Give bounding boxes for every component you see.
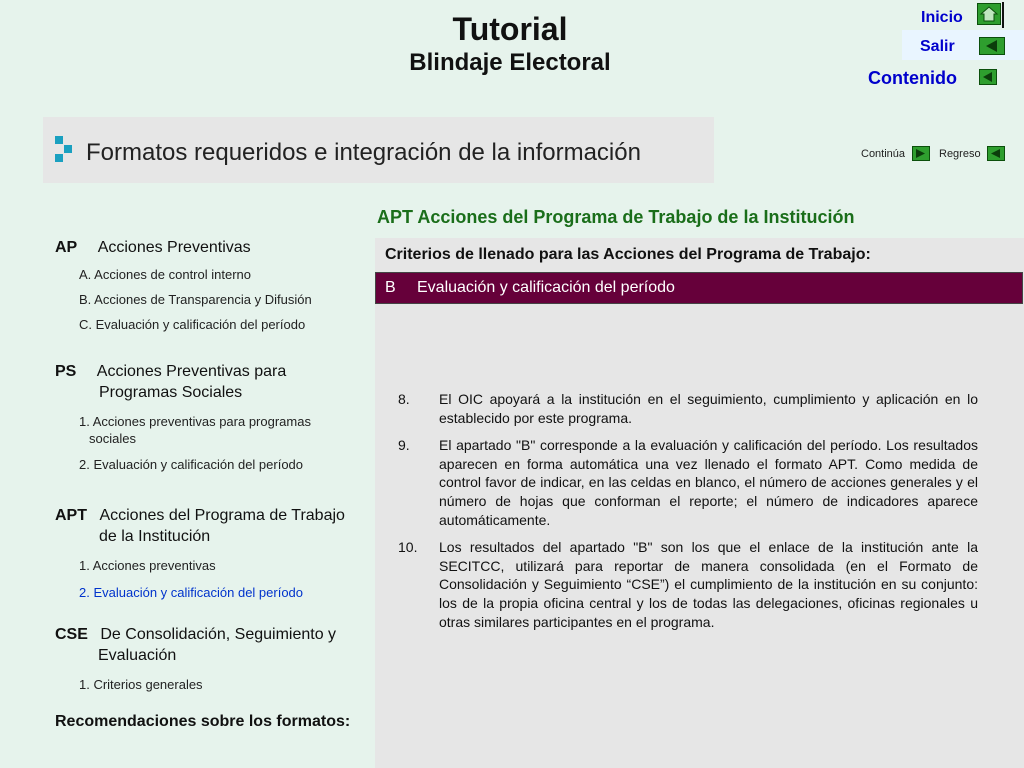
section-title-cont: Evaluación <box>98 647 177 664</box>
contenido-arrow-left-icon[interactable] <box>979 69 997 85</box>
sidebar-section-cse[interactable] <box>55 624 336 645</box>
sidebar-item-ap-b[interactable]: B. Acciones de Transparencia y Difusión <box>79 292 312 307</box>
section-title: Formatos requeridos e integración de la información <box>86 139 641 166</box>
sidebar-section-apt[interactable] <box>55 505 345 526</box>
sidebar-item-apt-2-active[interactable]: 2. Evaluación y calificación del período <box>79 585 304 600</box>
item-text: El apartado "B" corresponde a la evaluación y calificación del período. Los resultados aparecen en forma automática una vez llenado el formato APT. Como medida de control favor de indicar, en las celdas en blanco, el número de acciones generales y el número de hojas que conforman el reporte; el número de indicadores aparece automáticamente. <box>439 437 978 528</box>
section-title: Acciones Preventivas para <box>96 363 287 380</box>
nav-divider <box>1002 2 1004 28</box>
list-item <box>398 436 978 529</box>
home-icon[interactable] <box>977 3 1001 25</box>
sidebar-section-ps[interactable] <box>55 361 286 382</box>
continua-link[interactable]: Continúa <box>861 148 906 160</box>
item-number: 10. <box>398 539 418 556</box>
section-title-cont: Programas Sociales <box>99 384 243 401</box>
page-subtitle: Blindaje Electoral <box>409 49 611 76</box>
salir-link[interactable]: Salir <box>920 38 955 55</box>
banner-decoration-icon <box>55 136 73 164</box>
inicio-link[interactable]: Inicio <box>921 9 963 26</box>
sidebar-item-ps-1[interactable]: 1. Acciones preventivas para programas <box>79 414 311 429</box>
regreso-link[interactable]: Regreso <box>939 148 981 160</box>
item-text: El OIC apoyará a la institución en el seguimiento, cumplimiento y aplicación en lo establecido por este programa. <box>439 391 978 426</box>
section-code: APT <box>55 507 87 524</box>
section-title: De Consolidación, Seguimiento y <box>100 626 337 643</box>
sidebar-section-ap[interactable] <box>55 237 251 258</box>
section-title-cont: de la Institución <box>99 528 211 545</box>
contenido-link[interactable]: Contenido <box>868 68 957 88</box>
continua-arrow-right-icon[interactable] <box>912 146 930 161</box>
regreso-arrow-left-icon[interactable] <box>987 146 1005 161</box>
bar-letter: B <box>385 279 396 296</box>
section-bar <box>375 272 1023 304</box>
sidebar-item-ap-a[interactable]: A. Acciones de control interno <box>79 267 251 282</box>
recomendaciones-link[interactable]: Recomendaciones sobre los formatos: <box>55 713 351 730</box>
sidebar-item-cse-1[interactable]: 1. Criterios generales <box>79 677 203 692</box>
salir-arrow-left-icon[interactable] <box>979 37 1005 55</box>
item-text: Los resultados del apartado "B" son los que el enlace de la institución ante la SECITCC, utilizará para reportar de manera consolidada (en el Formato de Consolidación y Seguimiento “CSE”) el cumplimiento de la institución en su conjunto: los de la propia oficina central y los de todas las delegaciones, oficinas regionales u otras similares participantes en el programa. <box>439 539 978 630</box>
criterios-heading: Criterios de llenado para las Acciones del Programa de Trabajo: <box>385 246 871 263</box>
item-number: 8. <box>398 391 410 407</box>
list-item <box>398 390 978 427</box>
sidebar-item-ps-2[interactable]: 2. Evaluación y calificación del período <box>79 457 304 472</box>
item-number: 9. <box>398 437 410 454</box>
section-title: Acciones Preventivas <box>97 239 251 256</box>
section-code: AP <box>55 239 78 256</box>
criteria-list <box>398 390 978 640</box>
section-code: CSE <box>55 626 88 643</box>
page-header <box>0 10 1020 78</box>
bar-label: Evaluación y calificación del período <box>417 279 675 296</box>
sidebar-item-ps-1-cont[interactable]: sociales <box>89 431 136 446</box>
section-title: Acciones del Programa de Trabajo <box>99 507 345 524</box>
list-item <box>398 538 978 631</box>
sidebar-item-apt-1[interactable]: 1. Acciones preventivas <box>79 558 216 573</box>
page-title: Tutorial <box>452 11 568 47</box>
content-heading: APT Acciones del Programa de Trabajo de la Institución <box>377 207 855 227</box>
sidebar-item-ap-c[interactable]: C. Evaluación y calificación del período <box>79 317 306 332</box>
section-code: PS <box>55 363 77 380</box>
